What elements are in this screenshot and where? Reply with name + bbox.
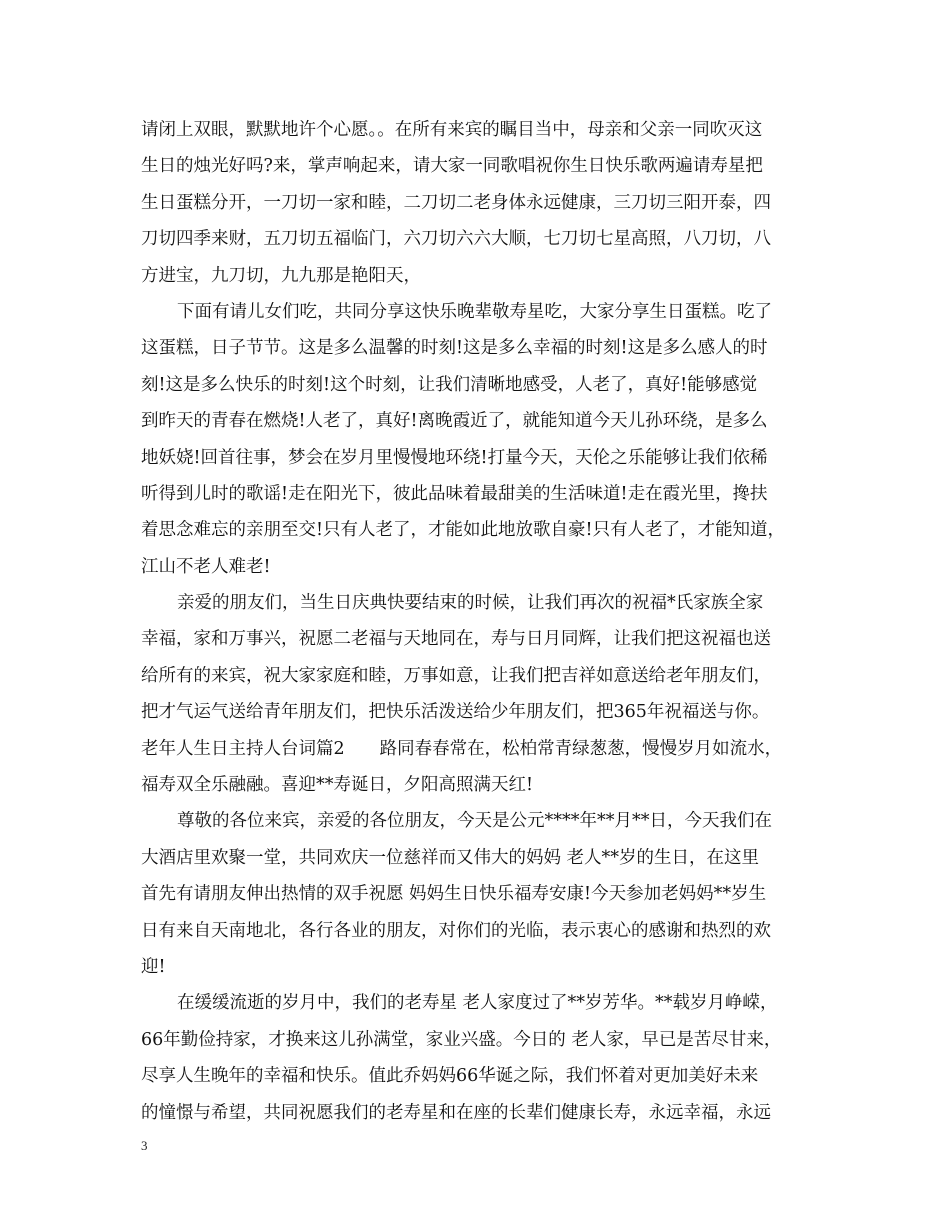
text-line: 请闭上双眼，默默地许个心愿。。在所有来宾的瞩目当中，母亲和父亲一同吹灭这	[141, 120, 763, 140]
section-heading-line: 老年人生日主持人台词篇2 路同春春常在，松柏常青绿葱葱，慢慢岁月如流水，	[141, 738, 783, 759]
text-line: 给所有的来宾，祝大家家庭和睦，万事如意，让我们把吉祥如意送给老年朋友们，	[141, 665, 771, 686]
text-line: 的憧憬与希望，共同祝愿我们的老寿星和在座的长辈们健康长寿，永远幸福，永远	[141, 1102, 771, 1123]
text-line: 首先有请朋友伸出热情的双手祝愿 妈妈生日快乐福寿安康!今天参加老妈妈**岁生	[141, 884, 767, 905]
text-line: 地妖娆!回首往事，梦会在岁月里慢慢地环绕!打量今天，天伦之乐能够让我们依稀	[141, 447, 768, 468]
text-line: 日有来自天南地北，各行各业的朋友，对你们的光临，表示衷心的感谢和热烈的欢	[141, 920, 771, 941]
text-line: 福寿双全乐融融。喜迎**寿诞日，夕阳高照满天红!	[141, 775, 534, 796]
text-line: 江山不老人难老!	[141, 556, 271, 577]
text-line: 幸福，家和万事兴，祝愿二老福与天地同在，寿与日月同辉，让我们把这祝福也送	[141, 629, 771, 650]
paragraph-start-line: 下面有请儿女们吃，共同分享这快乐晚辈敬寿星吃，大家分享生日蛋糕。吃了	[177, 301, 772, 322]
text-line: 刀切四季来财，五刀切五福临门，六刀切六六大顺，七刀切七星高照，八刀切，八	[141, 229, 771, 250]
paragraph-start-line: 在缓缓流逝的岁月中，我们的老寿星 老人家度过了**岁芳华。**载岁月峥嵘，	[177, 993, 778, 1014]
text-line: 到昨天的青春在燃烧!人老了，真好!离晚霞近了，就能知道今天儿孙环绕，是多么	[141, 411, 768, 432]
text-line: 尽享人生晚年的幸福和快乐。值此乔妈妈66华诞之际，我们怀着对更加美好未来	[141, 1066, 759, 1087]
text-line: 听得到儿时的歌谣!走在阳光下，彼此品味着最甜美的生活味道!走在霞光里，搀扶	[141, 483, 768, 504]
paragraph-start-line: 尊敬的各位来宾，亲爱的各位朋友，今天是公元****年**月**日，今天我们在	[177, 811, 772, 832]
text-line: 66年勤俭持家，才换来这儿孙满堂，家业兴盛。今日的 老人家，早已是苦尽甘来，	[141, 1029, 782, 1050]
text-line: 着思念难忘的亲朋至交!只有人老了，才能如此地放歌自豪!只有人老了，才能知道，	[141, 520, 786, 541]
text-line: 生日蛋糕分开，一刀切一家和睦，二刀切二老身体永远健康，三刀切三阳开泰，四	[141, 192, 771, 213]
text-line: 把才气运气送给青年朋友们，把快乐活泼送给少年朋友们，把365年祝福送与你。	[141, 702, 770, 723]
text-line: 方进宝，九刀切，九九那是艳阳天，	[141, 265, 421, 286]
text-line: 生日的烛光好吗?来，掌声响起来，请大家一同歌唱祝你生日快乐歌两遍请寿星把	[141, 156, 763, 177]
text-line: 这蛋糕，日子节节。这是多么温馨的时刻!这是多么幸福的时刻!这是多么感人的时	[141, 338, 768, 359]
text-line: 刻!这是多么快乐的时刻!这个时刻，让我们清晰地感受，人老了，真好!能够感觉	[141, 374, 758, 395]
paragraph-start-line: 亲爱的朋友们，当生日庆典快要结束的时候，让我们再次的祝福*氏家族全家	[177, 593, 764, 614]
body-text	[141, 112, 831, 1131]
page-number: 3	[141, 1138, 148, 1153]
text-line: 大酒店里欢聚一堂，共同欢庆一位慈祥而又伟大的妈妈 老人**岁的生日，在这里	[141, 847, 760, 868]
text-line: 迎!	[141, 956, 166, 977]
